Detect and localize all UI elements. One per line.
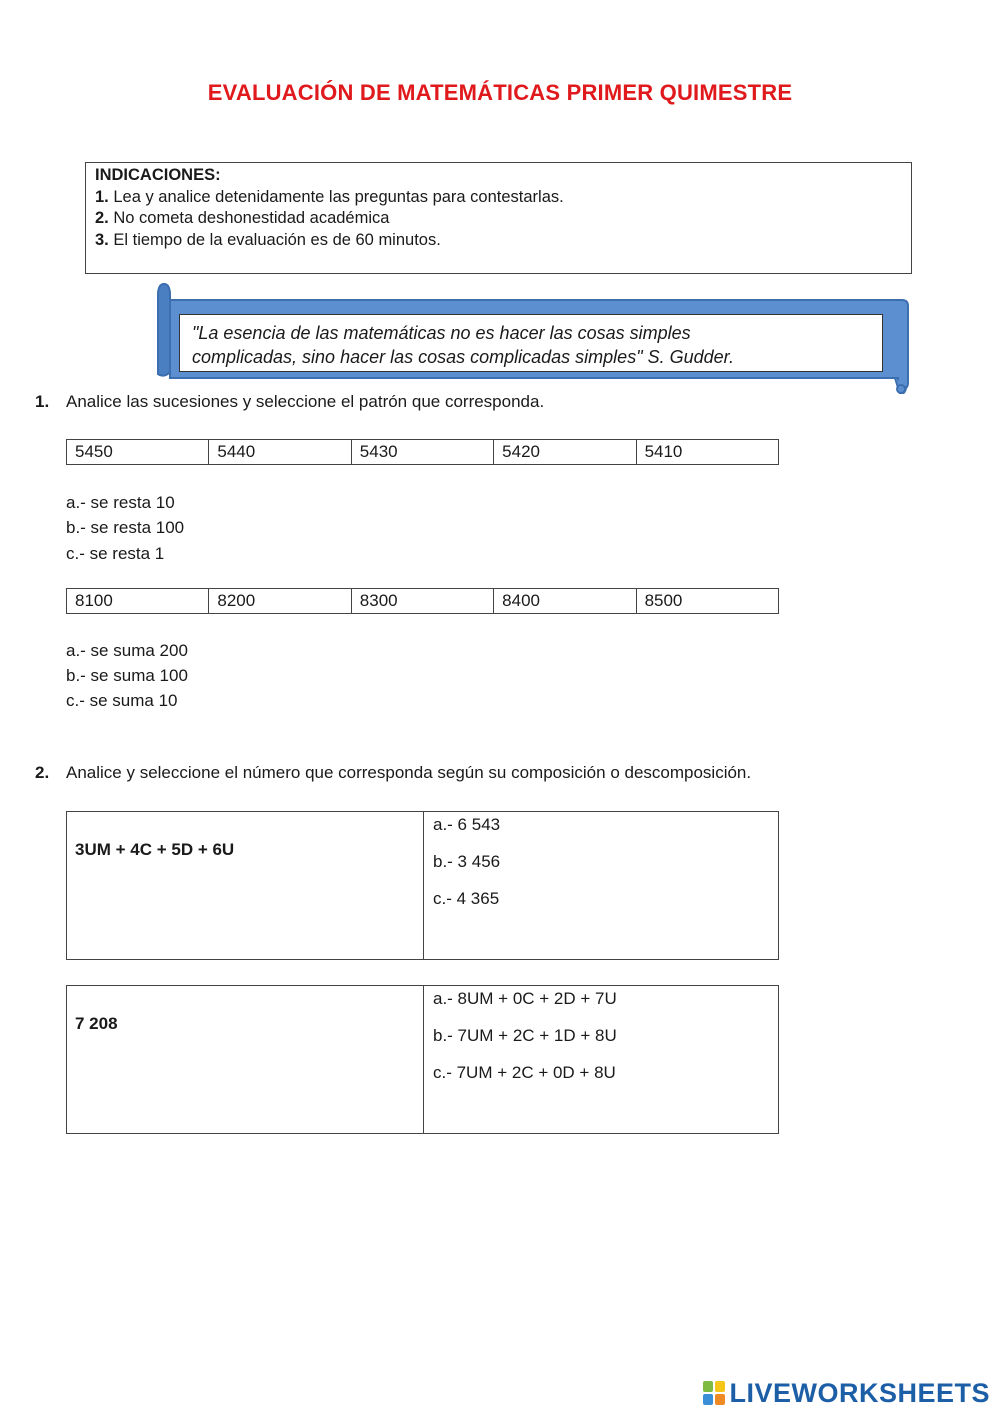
answer-option[interactable]: a.- 8UM + 0C + 2D + 7U: [433, 989, 617, 1008]
quote-line-2: complicadas, sino hacer las cosas complicadas simples" S. Gudder.: [192, 347, 734, 367]
answer-option[interactable]: b.- 7UM + 2C + 1D + 8U: [433, 1026, 617, 1045]
composition-table-1: [66, 811, 779, 960]
sequence-cell: 8100: [67, 589, 209, 614]
instructions-box: [85, 162, 912, 274]
sequence-table-1: [66, 439, 779, 465]
instruction-item: [95, 208, 902, 230]
instruction-number: 2.: [95, 209, 109, 227]
quote-line-1: "La esencia de las matemáticas no es hacer las cosas simples: [192, 323, 691, 343]
instruction-text: No cometa deshonestidad académica: [108, 209, 390, 227]
liveworksheets-logo: [703, 1375, 990, 1411]
composition-prompt-cell: [67, 812, 424, 960]
composition-prompt: 7 208: [75, 1014, 118, 1033]
sequence-cell: 5450: [67, 440, 209, 465]
instruction-text: Lea y analice detenidamente las preguntas para contestarlas.: [108, 187, 564, 206]
sequence-cell: 5430: [351, 440, 493, 465]
answer-option[interactable]: b.- 3 456: [433, 852, 501, 871]
question-2-text: Analice y seleccione el número que corresponda según su composición o descomposición.: [66, 763, 752, 782]
page-title: EVALUACIÓN DE MATEMÁTICAS PRIMER QUIMESTRE: [207, 80, 793, 105]
instruction-number: 1.: [95, 187, 109, 206]
quote-box: [179, 314, 883, 372]
sequence-cell: 8300: [351, 589, 493, 614]
composition-table-2: [66, 985, 779, 1134]
answer-option[interactable]: b.- se resta 100: [66, 518, 185, 537]
answer-option[interactable]: b.- se suma 100: [66, 666, 188, 685]
answer-option[interactable]: c.- 4 365: [433, 889, 500, 908]
answer-option[interactable]: a.- se resta 10: [66, 493, 175, 512]
composition-options-cell: [424, 986, 779, 1134]
question-2-number: 2.: [35, 763, 50, 782]
instructions-heading: INDICACIONES:: [95, 166, 221, 184]
instruction-item: [95, 230, 902, 252]
instruction-number: 3.: [95, 230, 109, 249]
composition-prompt-cell: [67, 986, 424, 1134]
answer-option[interactable]: c.- se resta 1: [66, 544, 165, 563]
instruction-item: [95, 187, 902, 209]
sequence-table-2: [66, 588, 779, 614]
sequence-cell: 5440: [209, 440, 351, 465]
sequence-cell: 8200: [209, 589, 351, 614]
liveworksheets-logo-icon: [703, 1381, 725, 1405]
instruction-text: El tiempo de la evaluación es de 60 minutos.: [108, 230, 441, 249]
answer-option[interactable]: a.- se suma 200: [66, 641, 188, 660]
sequence-cell: 8400: [494, 589, 636, 614]
question-1-number: 1.: [35, 392, 50, 411]
composition-options-cell: [424, 812, 779, 960]
sequence-cell: 5410: [636, 440, 778, 465]
answer-option[interactable]: c.- 7UM + 2C + 0D + 8U: [433, 1063, 616, 1082]
question-1-text: Analice las sucesiones y seleccione el patrón que corresponda.: [66, 392, 545, 411]
sequence-cell: 8500: [636, 589, 778, 614]
answer-option[interactable]: a.- 6 543: [433, 815, 501, 834]
logo-text: LIVEWORKSHEETS: [729, 1377, 990, 1408]
sequence-cell: 5420: [494, 440, 636, 465]
composition-prompt: 3UM + 4C + 5D + 6U: [75, 840, 235, 859]
answer-option[interactable]: c.- se suma 10: [66, 691, 178, 710]
